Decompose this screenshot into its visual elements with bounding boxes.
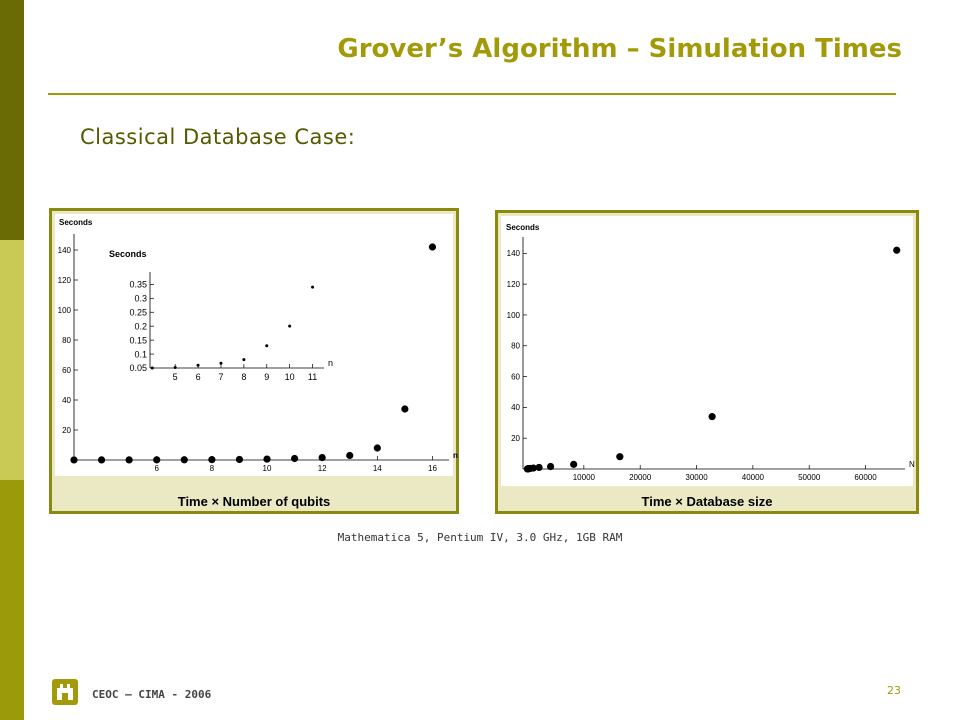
qubits-y-tick-label: 120 [57,275,71,285]
database-data-point [893,247,900,254]
qubits-data-point [319,454,326,461]
qubits-data-point [374,444,381,451]
sidebar-stripe-bottom [0,480,24,720]
database-data-point [709,413,716,420]
qubits-x-tick-label: 16 [428,464,437,473]
inset-x-tick-label: 7 [218,372,224,382]
inset-y-tick-label: 0.2 [134,321,147,332]
database-y-tick-label: 40 [511,403,520,413]
database-x-tick-label: 10000 [572,473,595,482]
sidebar-stripe-middle [0,240,24,480]
inset-data-point [265,344,268,347]
qubits-data-point [70,456,77,463]
qubits-y-tick-label: 40 [62,395,71,405]
qubits-data-point [126,456,133,463]
database-y-tick-label: 80 [511,341,520,351]
chart-time-vs-database-size [498,213,916,511]
chart-caption-database-size: Time × Database size [641,494,773,509]
footer-text: CEOC – CIMA - 2006 [92,688,212,701]
chart-panel-database-size [495,210,919,514]
inset-x-tick-label: 10 [284,372,295,382]
qubits-data-point [208,456,215,463]
database-y-axis-label: Seconds [506,223,540,232]
university-logo-icon [52,679,78,705]
database-x-tick-label: 50000 [798,473,821,482]
inset-data-point [197,364,200,367]
inset-y-tick-label: 0.1 [134,349,147,360]
database-y-tick-label: 20 [511,434,520,444]
qubits-data-point [401,405,408,412]
inset-y-tick-label: 0.15 [129,335,147,346]
qubits-x-tick-label: 8 [209,464,215,473]
slide-title: Grover’s Algorithm – Simulation Times [337,34,902,64]
inset-data-point [174,366,177,369]
qubits-data-point [263,456,270,463]
qubits-y-tick-label: 100 [57,305,71,315]
chart-caption-qubits: Time × Number of qubits [177,494,331,509]
database-y-tick-label: 100 [506,310,520,320]
qubits-y-tick-label: 80 [62,335,71,345]
database-y-tick-label: 120 [506,279,520,289]
inset-y-axis-label: Seconds [109,249,147,259]
database-x-tick-label: 40000 [741,473,765,482]
database-x-tick-label: 30000 [685,473,708,482]
qubits-x-tick-label: 10 [262,464,272,473]
qubits-x-axis-label: n [453,451,458,460]
inset-data-point [242,358,245,361]
database-data-point [547,463,554,470]
qubits-y-tick-label: 60 [62,365,71,375]
sidebar-stripe-top [0,0,24,240]
database-data-point [570,461,577,468]
inset-y-tick-label: 0.35 [129,279,147,290]
inset-y-tick-label: 0.05 [129,363,147,374]
inset-data-point [288,325,291,328]
inset-x-tick-label: 11 [307,372,318,382]
chart-panel-qubits [49,208,459,514]
qubits-y-tick-label: 20 [62,425,71,435]
qubits-x-tick-label: 6 [154,464,159,473]
inset-data-point [219,362,222,365]
chart-time-vs-qubits [52,211,456,511]
qubits-data-point [153,456,160,463]
database-y-tick-label: 140 [506,249,520,259]
slide-subtitle: Classical Database Case: [80,125,356,149]
inset-x-axis-label: n [328,358,334,368]
database-x-tick-label: 60000 [854,473,877,482]
qubits-data-point [98,456,105,463]
inset-x-tick-label: 8 [241,372,247,382]
inset-data-point [151,367,154,370]
qubits-x-tick-label: 12 [317,464,327,473]
qubits-y-tick-label: 140 [57,245,71,255]
qubits-x-tick-label: 14 [372,464,382,473]
inset-y-tick-label: 0.25 [129,307,147,318]
qubits-data-point [346,452,353,459]
qubits-data-point [181,456,188,463]
database-data-point [535,464,542,471]
title-divider [48,93,896,95]
database-x-tick-label: 20000 [629,473,652,482]
page-number: 23 [887,684,901,697]
hardware-note: Mathematica 5, Pentium IV, 3.0 GHz, 1GB RAM [337,531,623,544]
inset-x-tick-label: 5 [172,372,178,382]
database-x-axis-label: N [909,460,915,469]
plot-area-database-size [501,216,913,486]
qubits-data-point [291,455,298,462]
inset-y-tick-label: 0.3 [134,293,147,304]
qubits-data-point [429,243,436,250]
inset-data-point [311,286,314,289]
inset-x-tick-label: 6 [195,372,201,382]
qubits-data-point [236,456,243,463]
database-y-tick-label: 60 [511,372,520,382]
qubits-y-axis-label: Seconds [59,218,93,227]
inset-x-tick-label: 9 [264,372,270,382]
database-data-point [616,453,623,460]
